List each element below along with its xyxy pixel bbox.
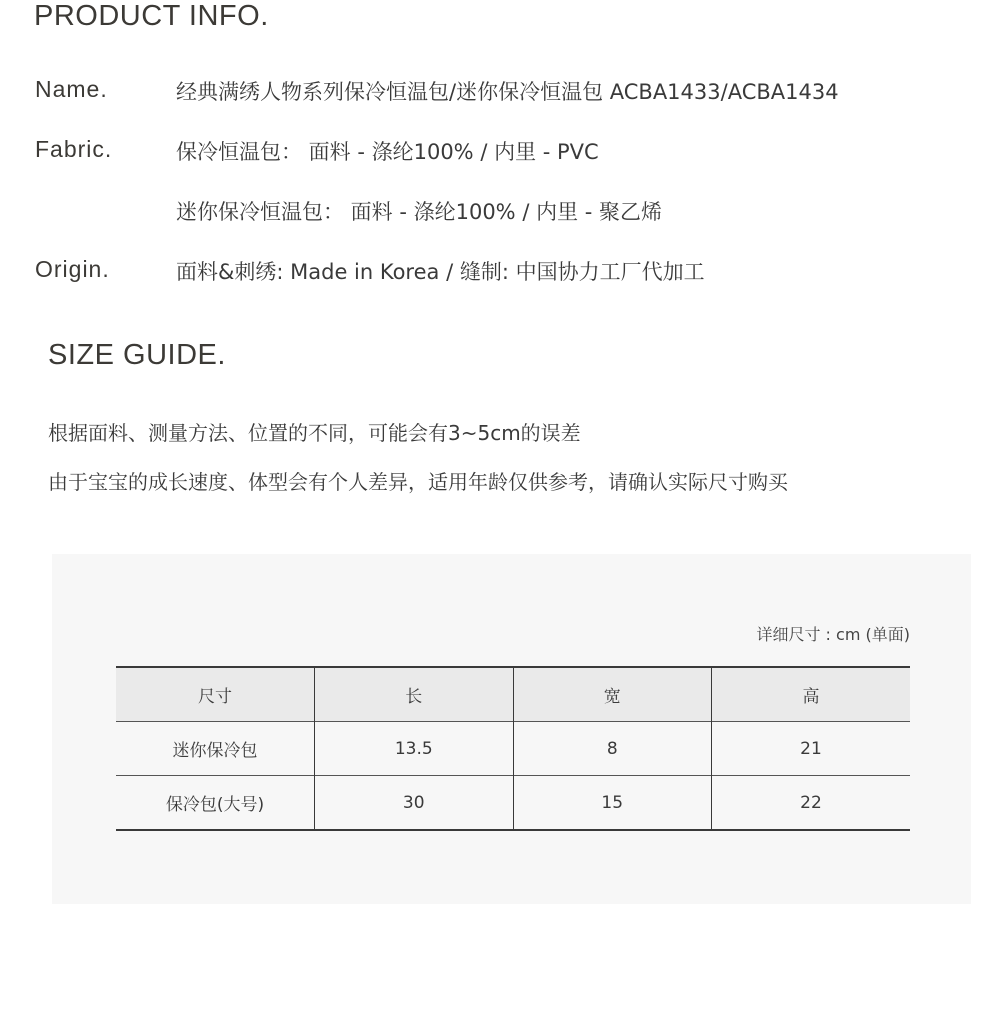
size-unit-label: 详细尺寸 : cm (单面) [756,625,910,644]
size-guide-heading: SIZE GUIDE. [48,339,226,371]
table-row [116,722,910,776]
fabric-value-2: 迷你保冷恒温包： 面料 - 涤纶100% / 内里 - 聚乙烯 [176,200,662,224]
table-row [116,776,910,831]
product-info-heading: PRODUCT INFO. [34,0,269,32]
origin-label: Origin. [35,256,110,282]
header-height: 高 [712,667,911,722]
row-size-name: 保冷包(大号) [165,795,265,815]
row-width: 8 [513,722,712,776]
header-size: 尺寸 [198,687,232,707]
fabric-value-1: 保冷恒温包： 面料 - 涤纶100% / 内里 - PVC [176,140,599,164]
row-length: 30 [315,776,514,831]
size-table-panel [52,554,971,904]
row-length: 13.5 [315,722,514,776]
size-table [116,666,910,831]
name-value: 经典满绣人物系列保冷恒温包/迷你保冷恒温包 ACBA1433/ACBA1434 [176,80,839,104]
name-label: Name. [35,76,108,102]
header-length: 长 [315,667,514,722]
fabric-label: Fabric. [35,136,113,162]
origin-value: 面料&刺绣: Made in Korea / 缝制: 中国协力工厂代加工 [176,260,705,284]
size-note-2: 由于宝宝的成长速度、体型会有个人差异，适用年龄仅供参考，请确认实际尺寸购买 [48,470,788,494]
size-note-1: 根据面料、测量方法、位置的不同，可能会有3~5cm的误差 [48,421,581,445]
row-height: 22 [712,776,911,831]
row-height: 21 [712,722,911,776]
row-width: 15 [513,776,712,831]
header-width: 宽 [513,667,712,722]
row-size-name: 迷你保冷包 [172,741,258,761]
size-table-header-row [116,667,910,722]
